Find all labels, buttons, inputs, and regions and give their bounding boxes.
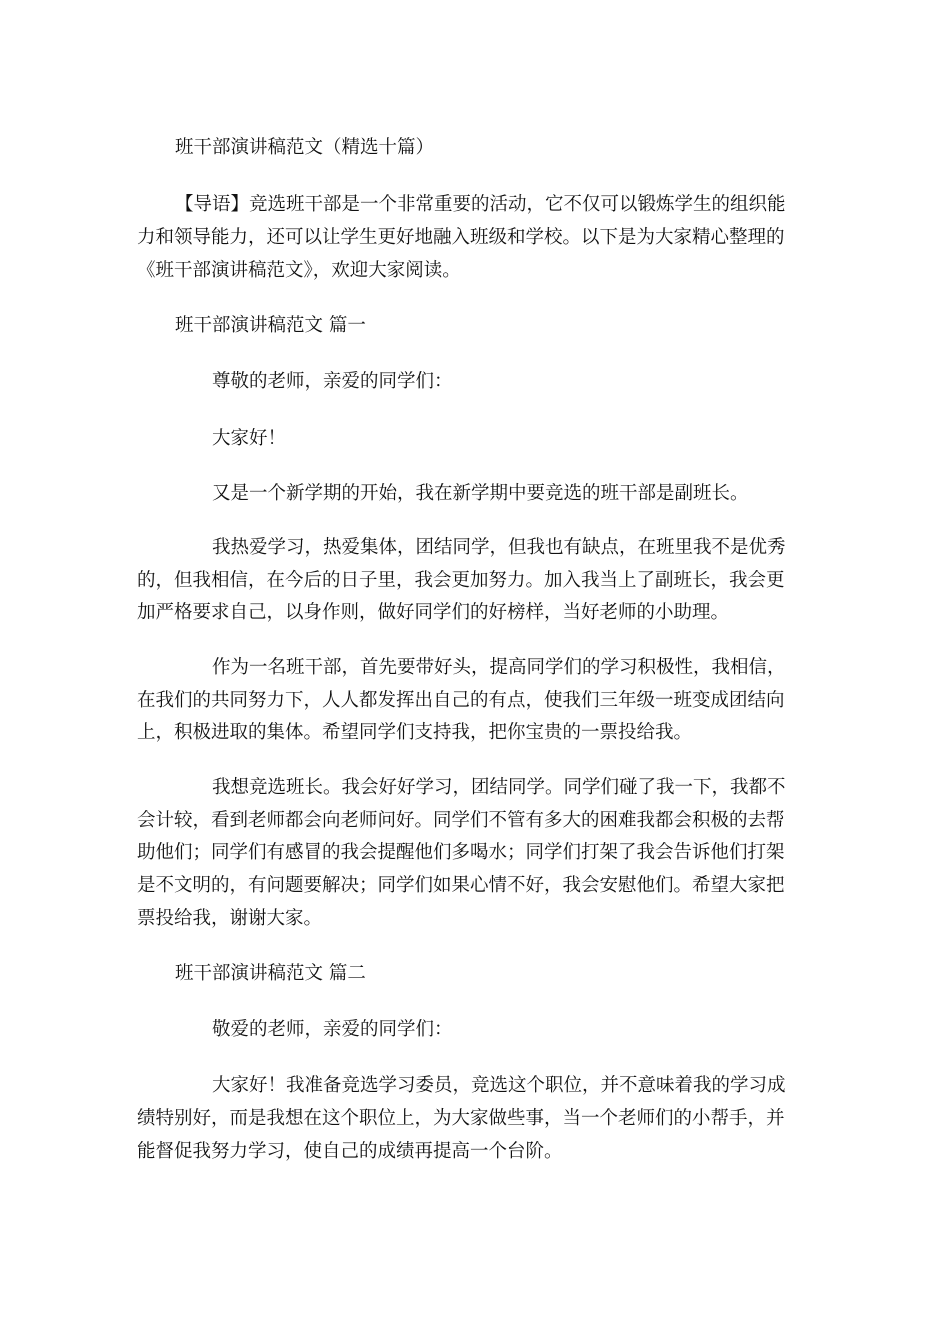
section-1-heading: 班干部演讲稿范文 篇一 <box>175 315 366 336</box>
intro-line-1: 【导语】竞选班干部是一个非常重要的活动，它不仅可以锻炼学生的组织能 <box>175 194 786 215</box>
section-1-paragraph-2-line-1: 我热爱学习，热爱集体，团结同学，但我也有缺点，在班里我不是优秀 <box>212 537 786 558</box>
section-1-paragraph-1-line-1: 又是一个新学期的开始，我在新学期中要竞选的班干部是副班长。 <box>212 483 749 504</box>
section-1-paragraph-3-line-1: 作为一名班干部，首先要带好头，提高同学们的学习积极性，我相信， <box>212 657 786 678</box>
section-1-salutation: 尊敬的老师，亲爱的同学们： <box>212 371 453 392</box>
document-title: 班干部演讲稿范文（精选十篇） <box>175 137 435 158</box>
section-1-paragraph-4-line-5: 票投给我，谢谢大家。 <box>137 908 323 929</box>
intro-line-3: 《班干部演讲稿范文》，欢迎大家阅读。 <box>137 260 461 281</box>
section-2-paragraph-1-line-1: 大家好！我准备竞选学习委员，竞选这个职位，并不意味着我的学习成 <box>212 1075 786 1096</box>
section-2-heading: 班干部演讲稿范文 篇二 <box>175 963 366 984</box>
section-1-paragraph-4-line-1: 我想竞选班长。我会好好学习，团结同学。同学们碰了我一下，我都不 <box>212 777 786 798</box>
section-2-paragraph-1-line-3: 能督促我努力学习，使自己的成绩再提高一个台阶。 <box>137 1141 563 1162</box>
section-1-greeting: 大家好！ <box>212 428 287 449</box>
section-1-paragraph-4-line-3: 助他们；同学们有感冒的我会提醒他们多喝水；同学们打架了我会告诉他们打架 <box>137 842 785 863</box>
section-2-paragraph-1-line-2: 绩特别好，而是我想在这个职位上，为大家做些事，当一个老师们的小帮手，并 <box>137 1108 785 1129</box>
section-2-salutation: 敬爱的老师，亲爱的同学们： <box>212 1019 453 1040</box>
section-1-paragraph-3-line-2: 在我们的共同努力下，人人都发挥出自己的有点，使我们三年级一班变成团结向 <box>137 690 785 711</box>
section-1-paragraph-4-line-2: 会计较，看到老师都会向老师问好。同学们不管有多大的困难我都会积极的去帮 <box>137 810 785 831</box>
section-1-paragraph-4-line-4: 是不文明的，有问题要解决；同学们如果心情不好，我会安慰他们。希望大家把 <box>137 875 785 896</box>
section-1-paragraph-2-line-2: 的，但我相信，在今后的日子里，我会更加努力。加入我当上了副班长，我会更 <box>137 570 785 591</box>
intro-line-2: 力和领导能力，还可以让学生更好地融入班级和学校。以下是为大家精心整理的 <box>137 227 785 248</box>
section-1-paragraph-3-line-3: 上，积极进取的集体。希望同学们支持我，把你宝贵的一票投给我。 <box>137 722 693 743</box>
section-1-paragraph-2-line-3: 加严格要求自己，以身作则，做好同学们的好榜样，当好老师的小助理。 <box>137 602 730 623</box>
